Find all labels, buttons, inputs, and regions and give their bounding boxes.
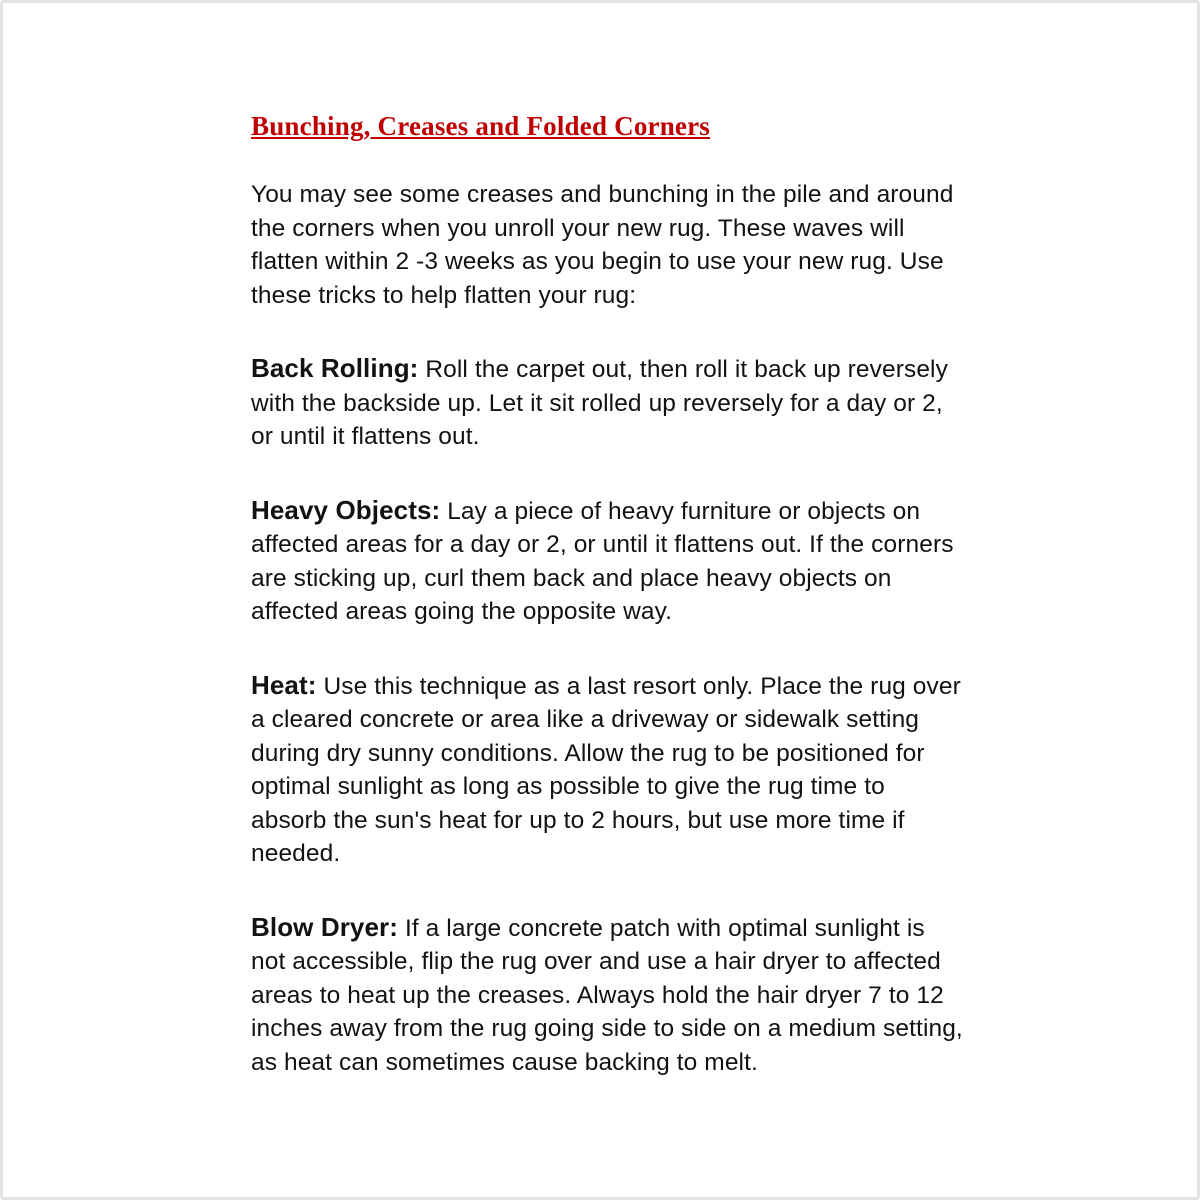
intro-paragraph: You may see some creases and bunching in the pile and around the corners when you unroll your new rug. These waves will flatten within 2 -3 weeks as you begin to use your new rug. Use these tricks to help flatten your rug: — [251, 181, 954, 309]
document-heading: Bunching, Creases and Folded Corners — [251, 111, 711, 141]
section-text: If a large concrete patch with optimal sunlight is not accessible, flip the rug over and use a hair dryer to affected areas to heat up the creases. Always hold the hair dryer 7 to 12 inches away from the rug going side to side on a medium setting, as heat can sometimes cause backing to melt. — [251, 914, 963, 1076]
section-text: Roll the carpet out, then roll it back up reversely with the backside up. Let it sit rolled up reversely for a day or 2, or until it flattens out. — [251, 356, 948, 450]
document-content — [251, 3, 965, 1079]
section-label: Blow Dryer: — [251, 911, 399, 942]
section-label: Back Rolling: — [251, 353, 419, 383]
section-back-rolling — [251, 352, 965, 454]
section-heavy-objects — [251, 494, 965, 629]
section-text: Use this technique as a last resort only. Place the rug over a cleared concrete or area like a driveway or sidewalk setting during dry sunny conditions. Allow the rug to be positioned for optimal sunlight as long as possible to give the rug time to absorb the sun's heat for up to 2 hours, but use more time if needed. — [251, 672, 961, 867]
section-blow-dryer — [251, 911, 965, 1080]
section-label: Heavy Objects: — [251, 494, 441, 525]
section-heat — [251, 669, 965, 871]
section-label: Heat: — [251, 669, 317, 700]
section-text: Lay a piece of heavy furniture or objects on affected areas for a day or 2, or until it flattens out. If the corners are sticking up, curl them back and place heavy objects on affected areas going the opposite way. — [251, 497, 954, 625]
